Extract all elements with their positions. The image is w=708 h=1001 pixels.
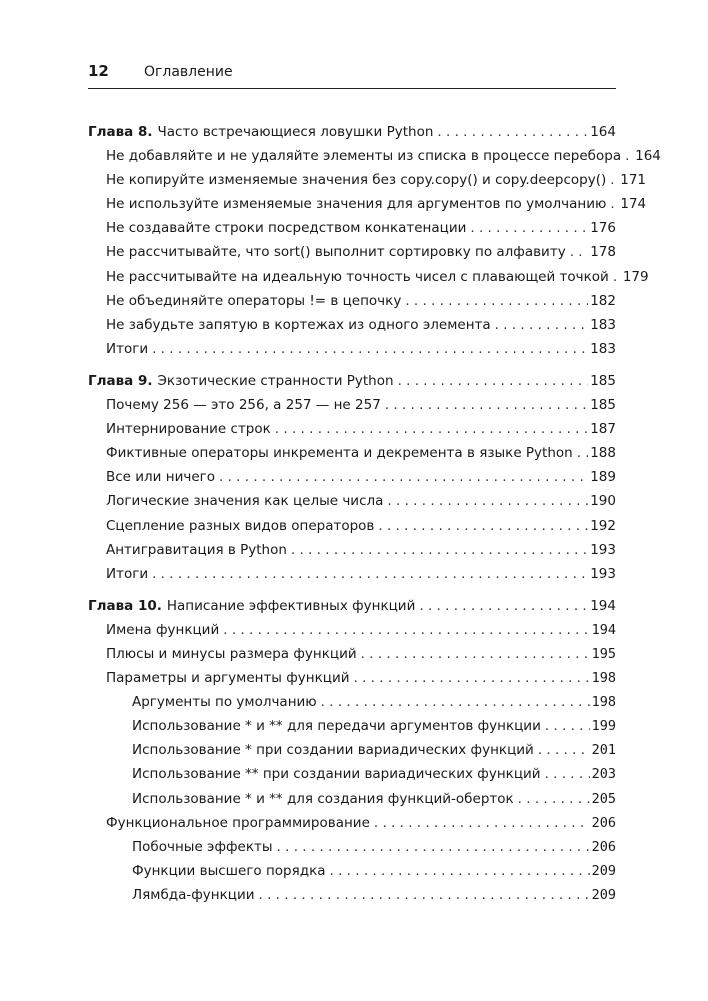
entry-title: Не создавайте строки посредством конкатенации [106,220,467,237]
entry-title: Имена функций [106,621,220,638]
dot-leader [277,839,590,855]
dot-leader [437,124,588,140]
dot-leader [374,815,590,831]
entry-page-number: 187 [590,421,616,438]
entry-title: Итоги [106,565,149,582]
entry-title: Использование ** при создании вариадических функций [132,766,541,783]
dot-leader [545,766,590,782]
dot-leader [291,542,588,558]
entry-page-number: 189 [590,469,616,486]
chapter-title: Часто встречающиеся ловушки Python [157,124,434,140]
entry-title: Почему 256 — это 256, а 257 — не 257 [106,397,381,414]
entry-page-number: 179 [622,268,649,285]
dot-leader [223,622,589,638]
entry-page-number: 201 [591,742,616,759]
entry-title: Логические значения как целые числа [106,493,384,510]
entry-title: Параметры и аргументы функций [106,670,350,687]
chapter-label: Глава 9. [88,372,153,389]
toc-subsection-entry[interactable] [88,742,616,766]
toc-section-entry[interactable] [88,518,616,542]
chapter-label: Глава 10. [88,597,162,614]
entry-page-number: 190 [590,493,616,510]
dot-leader [495,317,589,333]
entry-page-number: 176 [590,220,616,237]
entry-page-number: 164 [635,148,661,165]
dot-leader [577,445,589,461]
entry-title: Не рассчитывайте, что sort() выполнит сортировку по алфавиту [106,244,566,261]
entry-title: Все или ничего [106,469,215,486]
entry-page-number: 192 [590,517,616,534]
entry-title: Побочные эффекты [132,838,273,855]
entry-page-number: 182 [590,292,616,309]
page-number: 12 [88,62,109,80]
toc-subsection-entry[interactable] [88,718,616,742]
toc-section-entry[interactable] [88,196,647,220]
entry-page-number: 185 [590,397,616,414]
entry-title: Итоги [106,340,149,357]
dot-leader [321,694,590,710]
entry-title: Использование * и ** для создания функций-оберток [132,790,514,807]
entry-title: Интернирование строк [106,421,271,438]
toc-chapter-entry[interactable] [88,124,616,148]
dot-leader [405,293,588,309]
toc-subsection-entry[interactable] [88,887,616,911]
toc-section-entry[interactable] [88,220,616,244]
toc-chapter-entry[interactable] [88,373,616,397]
toc-subsection-entry[interactable] [88,839,616,863]
dot-leader [259,887,590,903]
entry-page-number: 193 [590,565,616,582]
chapter-page-number: 164 [590,124,616,140]
entry-title: Не рассчитывайте на идеальную точность чисел с плавающей точкой [106,268,609,285]
chapter-label: Глава 8. [88,124,153,140]
entry-page-number: 183 [590,316,616,333]
table-of-contents [88,124,661,911]
dot-leader [275,421,588,437]
entry-page-number: 194 [591,621,616,638]
toc-section-entry[interactable] [88,542,616,566]
entry-title: Функции высшего порядка [132,862,326,879]
entry-page-number: 188 [590,445,616,462]
dot-leader [613,269,621,285]
toc-subsection-entry[interactable] [88,694,616,718]
dot-leader [610,196,618,212]
entry-page-number: 206 [591,838,616,855]
toc-subsection-entry[interactable] [88,766,616,790]
entry-page-number: 174 [620,196,647,213]
entry-page-number: 199 [591,718,616,735]
entry-page-number: 209 [591,862,616,879]
dot-leader [152,341,588,357]
header-rule [88,88,616,89]
chapter-page-number: 185 [590,372,616,389]
dot-leader [378,518,588,534]
entry-page-number: 205 [591,790,616,807]
entry-page-number: 198 [591,670,616,687]
toc-subsection-entry[interactable] [88,791,616,815]
running-title: Оглавление [144,64,233,80]
entry-title: Не копируйте изменяемые значения без copy.copy() и copy.deepcopy() [106,172,607,189]
dot-leader [538,742,590,758]
entry-title: Не забудьте запятую в кортежах из одного элемента [106,316,491,333]
dot-leader [518,791,590,807]
dot-leader [625,148,633,164]
entry-title: Плюсы и минусы размера функций [106,645,357,662]
toc-section-entry[interactable] [88,445,616,469]
toc-section-entry[interactable] [88,244,616,268]
entry-page-number: 209 [591,886,616,903]
dot-leader [470,220,588,236]
toc-section-entry[interactable] [88,622,616,646]
toc-section-entry[interactable] [88,646,616,670]
dot-leader [610,172,618,188]
dot-leader [419,598,588,614]
dot-leader [354,670,590,686]
entry-title: Не добавляйте и не удаляйте элементы из списка в процессе перебора [106,148,622,165]
entry-title: Лямбда-функции [132,886,255,903]
dot-leader [385,397,588,413]
entry-title: Использование * при создании вариадических функций [132,742,534,759]
entry-page-number: 171 [620,172,647,189]
toc-section-entry[interactable] [88,421,616,445]
entry-title: Фиктивные операторы инкремента и декремента в языке Python [106,445,573,462]
toc-section-entry[interactable] [88,493,616,517]
chapter-title: Экзотические странности Python [157,372,394,389]
toc-section-entry[interactable] [88,469,616,493]
dot-leader [398,373,589,389]
entry-title: Не используйте изменяемые значения для аргументов по умолчанию [106,196,607,213]
toc-section-entry[interactable] [88,293,616,317]
entry-page-number: 198 [591,694,616,711]
entry-title: Не объединяйте операторы != в цепочку [106,292,402,309]
entry-page-number: 183 [590,340,616,357]
entry-title: Использование * и ** для передачи аргументов функции [132,718,541,735]
toc-section-entry[interactable] [88,317,616,341]
toc-section-entry[interactable] [88,397,616,421]
toc-subsection-entry[interactable] [88,863,616,887]
toc-section-entry[interactable] [88,148,661,172]
toc-section-entry[interactable] [88,172,647,196]
running-header [88,62,616,80]
toc-section-entry[interactable] [88,566,616,590]
toc-section-entry[interactable] [88,268,649,293]
entry-title: Функциональное программирование [106,814,370,831]
chapter-title: Написание эффективных функций [166,597,416,614]
dot-leader [361,646,590,662]
entry-page-number: 195 [591,645,616,662]
entry-title: Антигравитация в Python [106,541,287,558]
dot-leader [545,718,590,734]
dot-leader [387,493,588,509]
entry-title: Аргументы по умолчанию [132,694,317,711]
toc-chapter-entry[interactable] [88,598,616,622]
toc-section-entry[interactable] [88,815,616,839]
entry-page-number: 203 [591,766,616,783]
dot-leader [330,863,590,879]
dot-leader [219,469,588,485]
toc-section-entry[interactable] [88,670,616,694]
entry-page-number: 193 [590,541,616,558]
dot-leader [152,566,588,582]
dot-leader [570,244,589,260]
entry-page-number: 178 [590,244,616,261]
chapter-page-number: 194 [590,597,616,614]
entry-title: Сцепление разных видов операторов [106,517,375,534]
entry-page-number: 206 [591,814,616,831]
toc-section-entry[interactable] [88,341,616,365]
